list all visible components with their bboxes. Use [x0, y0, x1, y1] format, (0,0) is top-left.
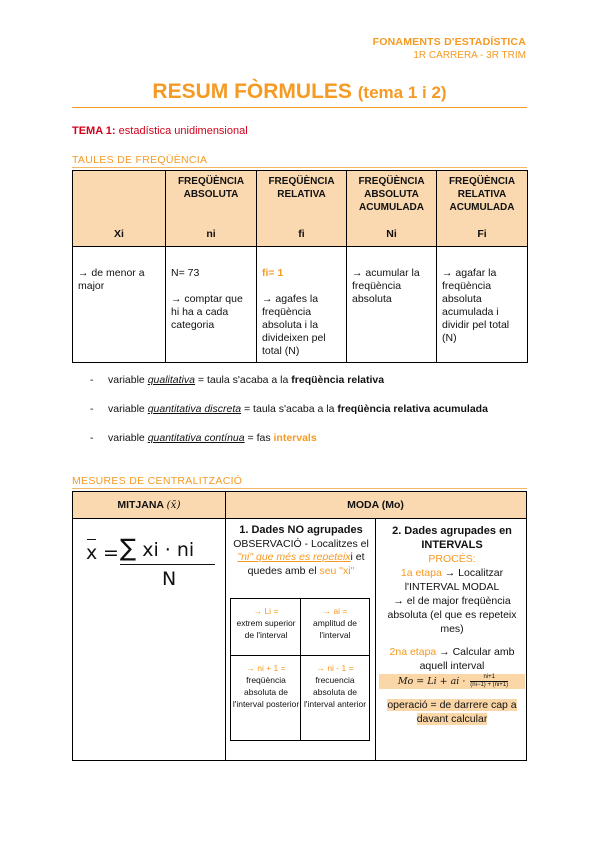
- header-cell-fi: FREQÜÈNCIA RELATIVA fi: [257, 171, 347, 247]
- cell-xi: → de menor a major: [73, 247, 166, 363]
- header-cell-xi: Xi: [73, 171, 166, 247]
- legend-ni-plus: → ni + 1 = freqüència absoluta de l'interval posterior: [232, 663, 300, 709]
- tema-heading: [72, 125, 248, 137]
- freq-section-divider: [72, 167, 527, 168]
- mean-denominator: N: [162, 568, 177, 590]
- frequency-table-row: [73, 247, 528, 363]
- frequency-table: [72, 170, 528, 363]
- variables-legend: [230, 598, 370, 741]
- title-divider: [72, 107, 527, 108]
- mitjana-header: MITJANA (x̄): [117, 499, 181, 511]
- moda-header: MODA (Mo): [347, 499, 404, 511]
- tema-label: TEMA 1:: [72, 125, 116, 137]
- page-title: [72, 80, 527, 104]
- cent-section-title: MESURES DE CENTRALITZACIÓ: [72, 475, 243, 487]
- cent-section-divider: [72, 488, 527, 489]
- page-title-main: RESUM FÒRMULES: [152, 80, 352, 103]
- cell-ni: N= 73 → comptar que hi ha a cada categoria: [166, 247, 257, 363]
- mean-numerator: ∑ xi · ni: [120, 534, 195, 562]
- cell-Fi: → agafar la freqüència absoluta acumulada i dividir pel total (N): [437, 247, 528, 363]
- freq-section-title: TAULES DE FREQÜÈNCIA: [72, 154, 208, 166]
- mo-formula: Mo = Li + ai · $\frac{ni+1}{(ni-1) + (ni+1)}$: [379, 674, 525, 689]
- page-title-sub: (tema 1 i 2): [357, 83, 447, 102]
- course-year: 1R CARRERA - 3R TRIM: [413, 50, 526, 61]
- header-cell-Ni: FREQÜÈNCIA ABSOLUTA ACUMULADA Ni: [347, 171, 437, 247]
- tema-text: estadística unidimensional: [118, 125, 248, 137]
- legend-ni-minus: → ni - 1 = frecuencia absoluta de l'interval anterior: [303, 663, 367, 709]
- moda-agrupades: 2. Dades agrupades en INTERVALS PROCÉS: 1a etapa → Localitzar l'INTERVAL MODAL → el de major freqüència absoluta (el que es repeteix mes) 2na etapa → Calcular amb aquell interval Mo = Li + ai · $\frac{ni+1}{(ni-1) + (ni+1)}$ operació = de darrere cap a davant calcular: [379, 524, 525, 726]
- course-header: [373, 36, 526, 61]
- course-name: FONAMENTS D'ESTADÍSTICA: [372, 36, 526, 48]
- mean-xbar: x: [86, 542, 98, 564]
- legend-Li: → Li = extrem superior de l'interval: [236, 606, 296, 640]
- header-cell-Fi: FREQÜÈNCIA RELATIVA ACUMULADA Fi: [437, 171, 528, 247]
- frequency-table-header: [73, 171, 528, 247]
- operation-note: operació = de darrere cap a davant calcular: [387, 699, 517, 726]
- centralization-table: MITJANA (x̄) MODA (Mo) x = ∑ xi · ni N 1. Dades NO agrupades OBSERVACIÓ - Localitzes el "ni" que més es repeteixi et quedes amb el seu "xi" → Li = extrem superior de l'interval → ai = amplitud de l'interval → ni + 1 = freqüència absoluta de l'interval posterior → ni - 1 = frecuencia absoluta de l'interval anterior 2. Dades agrupades en INTERVALS PROCÉS: 1a etapa → Localitzar l'INTERVAL MODAL → el de major freqüència absoluta (el que es repeteix mes) 2na etapa → Calcular amb aquell interval Mo = Li + ai · $\frac{ni+1}{(ni-1) + (ni+1)}$ operació = de darrere cap a davant calcular: [72, 491, 527, 761]
- header-cell-ni: FREQÜÈNCIA ABSOLUTA ni: [166, 171, 257, 247]
- legend-ai: → ai = amplitud de l'interval: [313, 606, 357, 640]
- centralization-header: [73, 492, 526, 519]
- cell-Ni: → acumular la freqüència absoluta: [347, 247, 437, 363]
- cell-fi: fi= 1 → agafes la freqüència absoluta i la divideixen pel total (N): [257, 247, 347, 363]
- mean-fraction-line: [120, 564, 215, 565]
- moda-no-agrupades: 1. Dades NO agrupades OBSERVACIÓ - Localitzes el "ni" que més es repeteixi et quedes amb el seu "xi": [233, 524, 369, 577]
